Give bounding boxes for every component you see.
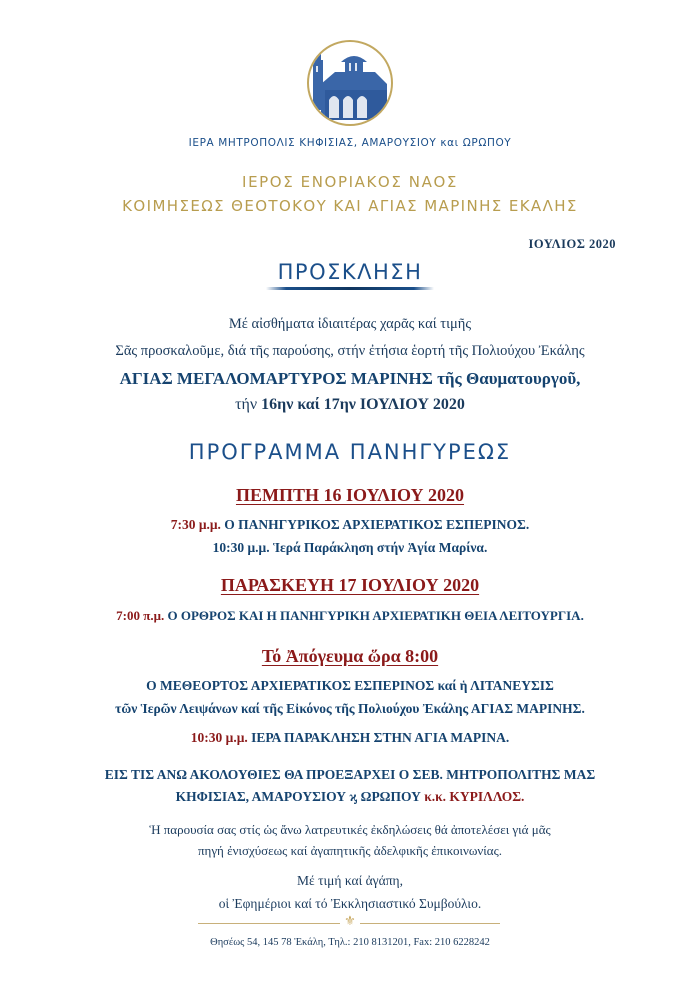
bishop-name: κ.κ. ΚΥΡΙΛΛΟΣ. xyxy=(424,789,525,804)
event-text: 10:30 μ.μ. Ἱερά Παράκληση στήν Ἁγία Μαρίνα. xyxy=(212,540,488,555)
event-text: Ο ΠΑΝΗΓΥΡΙΚΟΣ ΑΡΧΙΕΡΑΤΙΚΟΣ ΕΣΠΕΡΙΝΟΣ. xyxy=(220,517,530,532)
feast-dates-prefix: τήν xyxy=(235,396,262,413)
signature-signers: οἱ Ἐφημέριοι καί τό Ἐκκλησιαστικό Συμβούλιο. xyxy=(218,896,482,911)
event-text: τῶν Ἱερῶν Λειψάνων καί τῆς Εἰκόνος τῆς Πολιούχου Ἐκάλης ΑΓΙΑΣ ΜΑΡΙΝΗΣ. xyxy=(115,701,585,716)
event-time: 10:30 μ.μ. xyxy=(190,730,248,745)
program-title: ΠΡΟΓΡΑΜΜΑ ΠΑΝΗΓΥΡΕΩΣ xyxy=(188,440,512,464)
signature-greeting: Μέ τιμή καί ἀγάπη, xyxy=(297,873,403,888)
invitation-title: ΠΡΟΣΚΛΗΣΗ xyxy=(277,260,423,284)
presiding-bishop-line-2 xyxy=(0,789,700,805)
event-time: 7:00 π.μ. xyxy=(116,608,165,623)
presiding-bishop-line-1: ΕΙΣ ΤΙΣ ΑΝΩ ΑΚΟΛΟΥΘΙΕΣ ΘΑ ΠΡΟΕΞΑΡΧΕΙ Ο ΣΕΒ. ΜΗΤΡΟΠΟΛΙΤΗΣ ΜΑΣ xyxy=(104,767,596,782)
schedule-item xyxy=(0,730,700,746)
closing-line-1: Ἡ παρουσία σας στίς ὡς ἄνω λατρευτικές ἐκδηλώσεις θά ἀποτελέσει γιά μᾶς xyxy=(149,822,551,837)
invitation-line-1: Μέ αἰσθήματα ἰδιαιτέρας χαρᾶς καί τιμῆς xyxy=(228,316,472,332)
day-heading-friday: ΠΑΡΑΣΚΕΥΗ 17 ΙΟΥΛΙΟΥ 2020 xyxy=(220,575,480,595)
schedule-item xyxy=(0,701,700,717)
footer-contact: Θησέως 54, 145 78 Ἐκάλη, Τηλ.: 210 8131201, Fax: 210 6228242 xyxy=(210,937,490,948)
footer-divider-left xyxy=(198,923,340,924)
event-time: 7:30 μ.μ. xyxy=(170,517,221,532)
closing-line-2: πηγή ἐνισχύσεως καί ἀγαπητικῆς ἀδελφικῆς ἐπικοινωνίας. xyxy=(197,843,503,858)
metropolis-cities: ΚΗΦΙΣΙΑΣ, ΑΜΑΡΟΥΣΙΟΥ ϗ ΩΡΩΠΟΥ xyxy=(175,789,425,804)
document-date: ΙΟΥΛΙΟΣ 2020 xyxy=(528,237,616,251)
parish-name-line1: ΙΕΡΟΣ ΕΝΟΡΙΑΚΟΣ ΝΑΟΣ xyxy=(242,173,458,191)
schedule-item xyxy=(0,517,700,533)
schedule-item xyxy=(0,540,700,556)
footer-divider-right xyxy=(360,923,500,924)
metropolis-name: ΙΕΡΑ ΜΗΤΡΟΠΟΛΙΣ ΚΗΦΙΣΙΑΣ, ΑΜΑΡΟΥΣΙΟΥ και ΩΡΩΠΟΥ xyxy=(188,137,512,149)
saint-name-line: ΑΓΙΑΣ ΜΕΓΑΛΟΜΑΡΤΥΡΟΣ ΜΑΡΙΝΗΣ τῆς Θαυματουργοῦ, xyxy=(119,369,581,388)
schedule-item xyxy=(0,678,700,694)
day-heading-evening: Τό Ἀπόγευμα ὥρα 8:00 xyxy=(261,646,439,666)
event-text: ΙΕΡΑ ΠΑΡΑΚΛΗΣΗ ΣΤΗΝ ΑΓΙΑ ΜΑΡΙΝΑ. xyxy=(247,730,510,745)
feast-dates: 16ην καί 17ην ΙΟΥΛΙΟΥ 2020 xyxy=(261,396,465,413)
event-text: Ο ΟΡΘΡΟΣ ΚΑΙ Η ΠΑΝΗΓΥΡΙΚΗ ΑΡΧΙΕΡΑΤΙΚΗ ΘΕΙΑ ΛΕΙΤΟΥΡΓΙΑ. xyxy=(164,608,584,623)
church-emblem-icon xyxy=(305,38,395,128)
fleur-de-lis-icon: ⚜ xyxy=(344,914,356,929)
event-text: Ο ΜΕΘΕΟΡΤΟΣ ΑΡΧΙΕΡΑΤΙΚΟΣ ΕΣΠΕΡΙΝΟΣ καί ἡ ΛΙΤΑΝΕΥΣΙΣ xyxy=(146,678,554,693)
schedule-item xyxy=(0,608,700,624)
parish-name-line2: ΚΟΙΜΗΣΕΩΣ ΘΕΟΤΟΚΟΥ ΚΑΙ ΑΓΙΑΣ ΜΑΡΙΝΗΣ ΕΚΑΛΗΣ xyxy=(122,197,578,215)
title-underline-divider xyxy=(266,287,434,290)
feast-dates-line xyxy=(0,396,700,414)
invitation-line-2: Σᾶς προσκαλοῦμε, διά τῆς παρούσης, στήν ἐτήσια ἑορτή τῆς Πολιούχου Ἐκάλης xyxy=(115,343,585,359)
day-heading-thursday: ΠΕΜΠΤΗ 16 ΙΟΥΛΙΟΥ 2020 xyxy=(235,485,465,505)
